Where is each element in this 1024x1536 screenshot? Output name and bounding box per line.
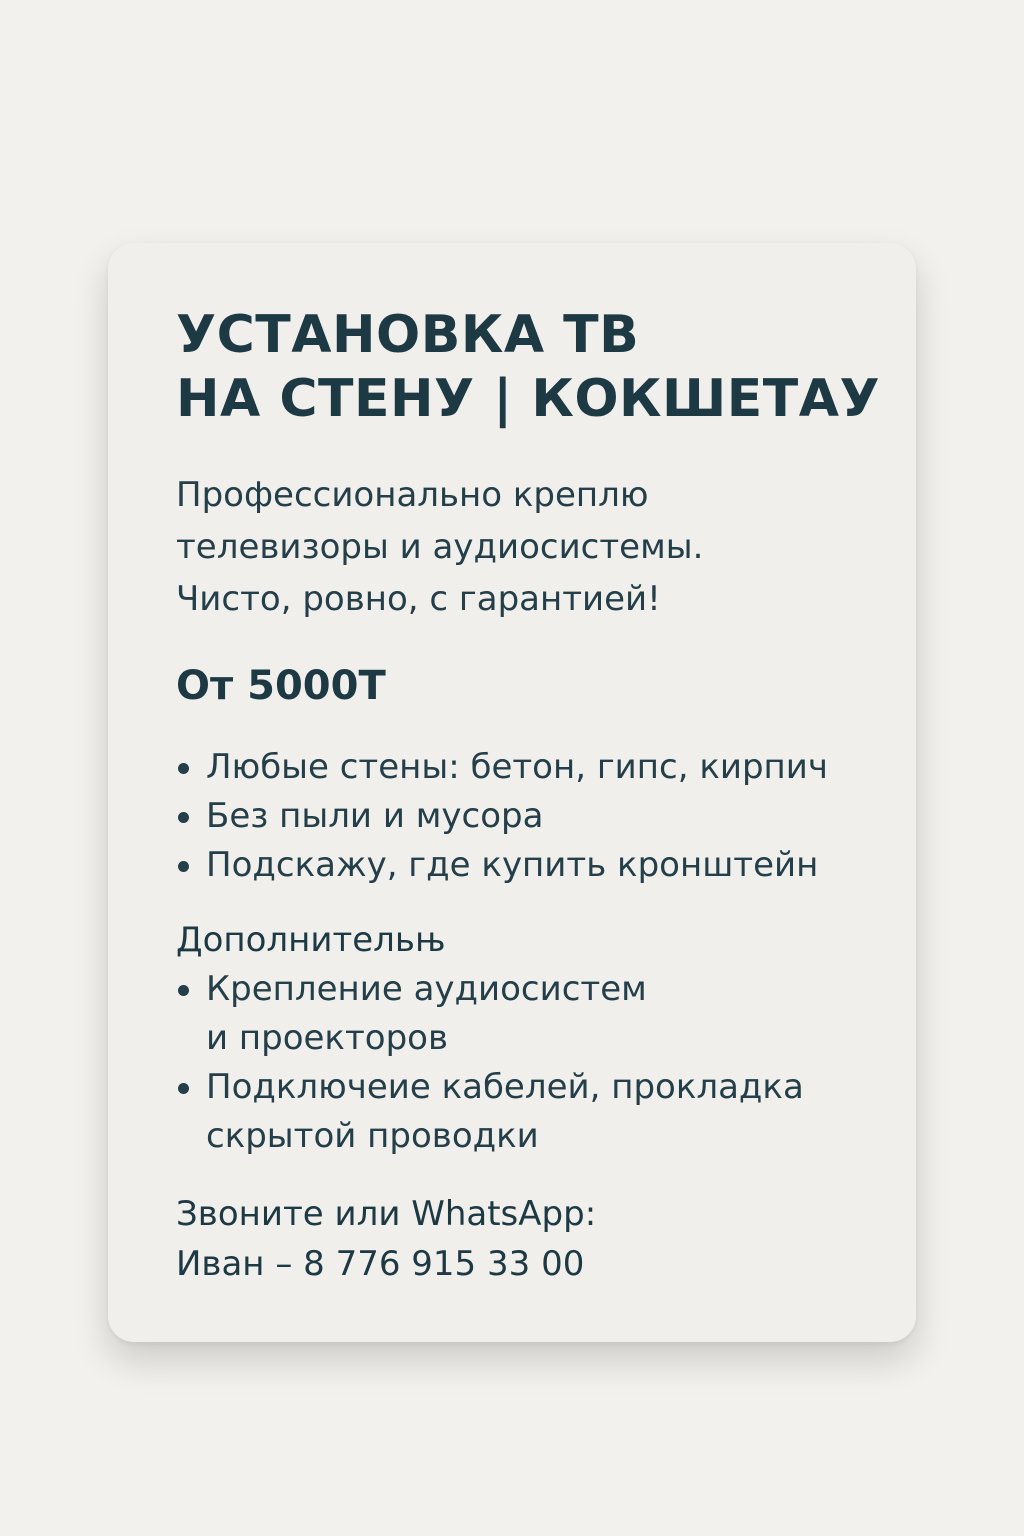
bullet-icon [178, 861, 189, 872]
bullet-icon [178, 763, 189, 774]
bullet-icon [178, 812, 189, 823]
feature-list [176, 743, 876, 890]
intro-text [176, 469, 876, 625]
feature-item [176, 841, 876, 890]
bullet-icon [178, 1083, 189, 1094]
intro-line-3: Чисто, ровно, с гарантией! [176, 579, 661, 619]
feature-text: Любые стены: бетон, гипс, кирпич [206, 747, 828, 787]
flyer-content [176, 303, 881, 1289]
extra-service-item [176, 1063, 876, 1161]
title-line-2: НА СТЕНУ | КОКШЕТАУ [176, 369, 881, 429]
extra-service-line-1: Подключеие кабелей, прокладка [206, 1067, 804, 1107]
contact-info [176, 1189, 876, 1289]
price-label: От 5000Т [176, 663, 386, 709]
contact-line-1: Звоните или WhatsApp: [176, 1194, 597, 1234]
feature-text: Без пыли и мусора [206, 796, 544, 836]
feature-item [176, 743, 876, 792]
title-line-1: УСТАНОВКА ТВ [176, 305, 640, 365]
extra-service-item [176, 965, 876, 1063]
feature-item [176, 792, 876, 841]
extra-service-line-1: Крепление аудиосистем [206, 969, 647, 1009]
intro-line-2: телевизоры и аудиосистемы. [176, 527, 704, 567]
intro-line-1: Профессионально креплю [176, 475, 649, 515]
extra-services-list [176, 965, 876, 1161]
extra-service-line-2: скрытой проводки [206, 1116, 539, 1156]
extra-services-heading: Дополнительњ [176, 920, 446, 960]
feature-text: Подскажу, где купить кронштейн [206, 845, 819, 885]
contact-phone: Иван – 8 776 915 33 00 [176, 1244, 585, 1284]
flyer-card [108, 243, 916, 1342]
extra-service-line-2: и проекторов [206, 1018, 449, 1058]
flyer-title [176, 303, 881, 431]
bullet-icon [178, 985, 189, 996]
